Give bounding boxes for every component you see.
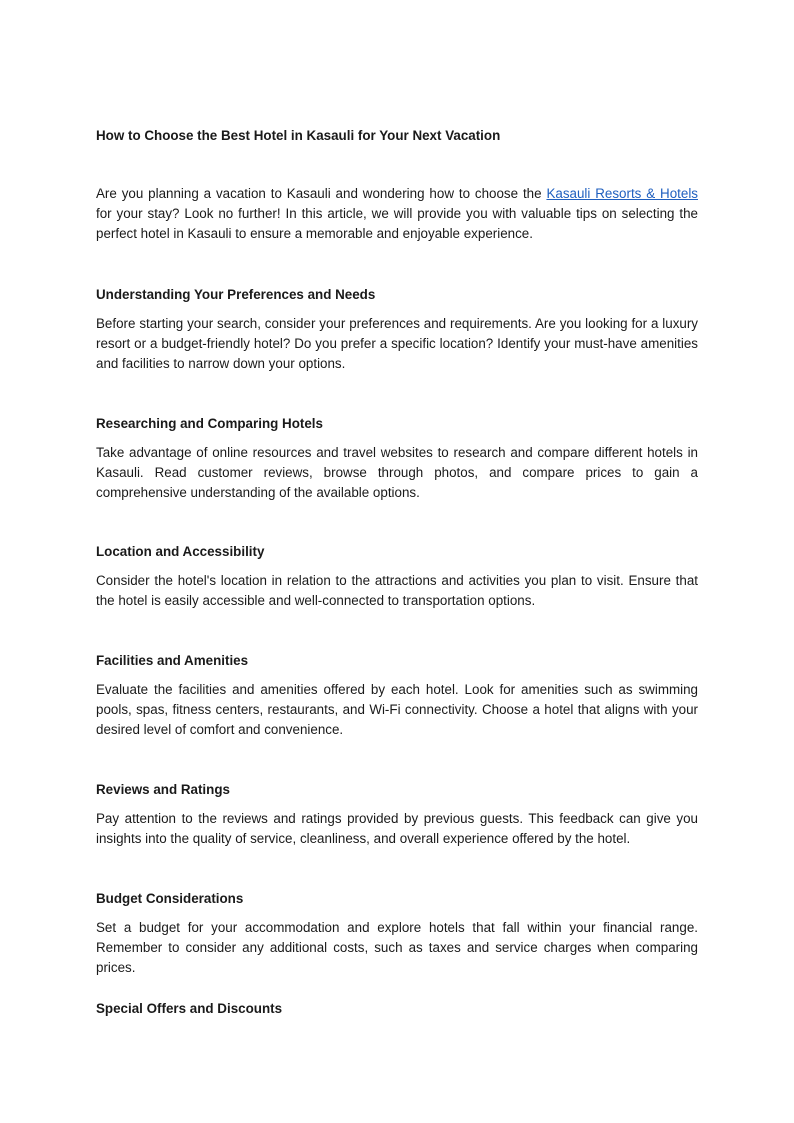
section-heading-location: Location and Accessibility — [96, 544, 265, 559]
section-heading-special-offers: Special Offers and Discounts — [96, 1001, 283, 1016]
section-heading-reviews: Reviews and Ratings — [96, 782, 230, 797]
section-heading-preferences: Understanding Your Preferences and Needs — [96, 287, 376, 302]
section-heading-facilities: Facilities and Amenities — [96, 653, 249, 668]
intro-text-after-link: for your stay? Look no further! In this article, we will provide you with valuable tips on selecting the perfect hotel in Kasauli to ensure a memorable and enjoyable experience. — [96, 205, 698, 241]
intro-paragraph — [96, 184, 698, 243]
section-heading-researching: Researching and Comparing Hotels — [96, 416, 323, 431]
kasauli-resorts-hotels-link[interactable]: Kasauli Resorts & Hotels — [546, 186, 698, 201]
document-title: How to Choose the Best Hotel in Kasauli for Your Next Vacation — [96, 128, 501, 143]
section-body-budget: Set a budget for your accommodation and explore hotels that fall within your financial range. Remember to consider any additional costs, such as taxes and service charges when comparing prices. — [96, 920, 698, 975]
section-body-facilities: Evaluate the facilities and amenities offered by each hotel. Look for amenities such as swimming pools, spas, fitness centers, restaurants, and Wi-Fi connectivity. Choose a hotel that aligns with your desired level of comfort and convenience. — [96, 682, 698, 737]
section-heading-budget: Budget Considerations — [96, 891, 244, 906]
section-body-reviews: Pay attention to the reviews and ratings provided by previous guests. This feedback can give you insights into the quality of service, cleanliness, and overall experience offered by the hotel. — [96, 811, 698, 846]
section-body-location: Consider the hotel's location in relation to the attractions and activities you plan to visit. Ensure that the hotel is easily accessible and well-connected to transportation options. — [96, 573, 698, 608]
section-body-preferences: Before starting your search, consider your preferences and requirements. Are you looking for a luxury resort or a budget-friendly hotel? Do you prefer a specific location? Identify your must-have amenities and facilities to narrow down your options. — [96, 316, 698, 371]
intro-text-before-link: Are you planning a vacation to Kasauli and wondering how to choose the — [96, 186, 547, 201]
section-body-researching: Take advantage of online resources and travel websites to research and compare different hotels in Kasauli. Read customer reviews, browse through photos, and compare prices to gain a comprehensive understanding of the available options. — [96, 445, 698, 500]
